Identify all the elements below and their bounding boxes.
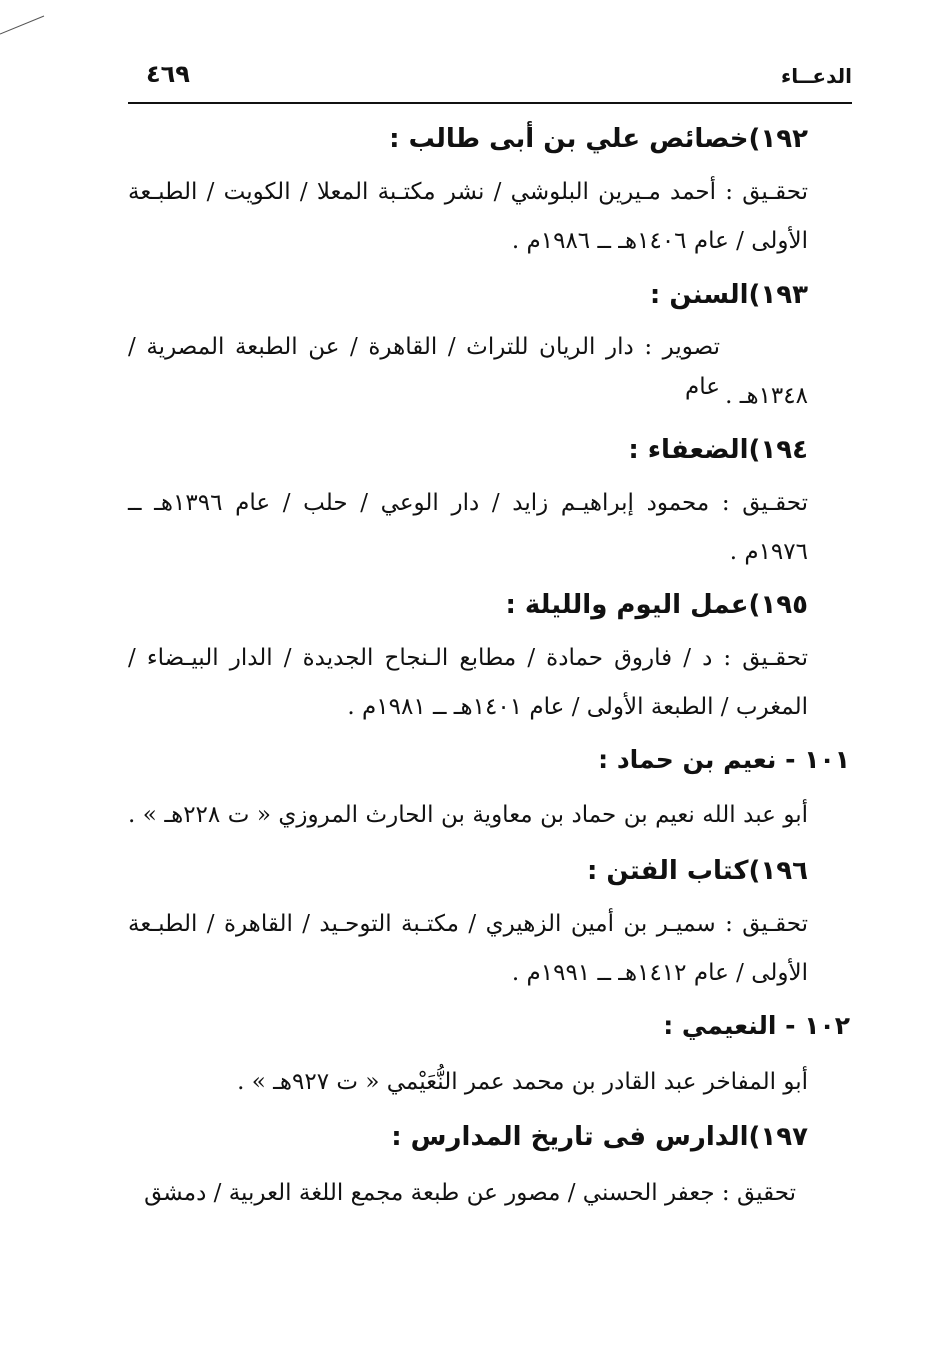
entry-text-line: ١٣٤٨هـ . — [725, 383, 808, 409]
entry-heading-197: ١٩٧)الدارس فى تاريخ المدارس : — [391, 1122, 808, 1152]
entry-text-line: تحقيق : جعفر الحسني / مصور عن طبعة مجمع اللغة العربية / دمشق — [144, 1180, 796, 1206]
page-header — [128, 58, 852, 104]
running-title: الدعــاء — [781, 64, 852, 88]
entry-heading-192: ١٩٢)خصائص علي بن أبى طالب : — [389, 124, 808, 154]
entry-text-line: تحقـيق : سميـر بن أمين الزهيري / مكتـبة التوحـيد / القاهرة / الطبـعة — [128, 911, 808, 937]
entry-text-line: تحقـيق : محمود إبراهيـم زايد / دار الوعي / حلب / عام ١٣٩٦هـ ــ — [128, 490, 808, 516]
entry-text-line: المغرب / الطبعة الأولى / عام ١٤٠١هـ ــ ١٩٨١م . — [347, 694, 808, 720]
entry-heading-196: ١٩٦)كتاب الفتن : — [586, 856, 808, 886]
author-description: أبو عبد الله نعيم بن حماد بن معاوية بن الحارث المروزي « ت ٢٢٨هـ » . — [128, 802, 808, 828]
entry-text-line: تصوير : دار الريان للتراث / القاهرة / عن الطبعة المصرية / عام — [128, 334, 720, 400]
entry-heading-195: ١٩٥)عمل اليوم والليلة : — [505, 590, 808, 620]
entry-text-line: ١٩٧٦م . — [729, 539, 808, 565]
entry-heading-193: ١٩٣)السنن : — [649, 280, 808, 310]
author-description: أبو المفاخر عبد القادر بن محمد عمر النُّعَيْمي « ت ٩٢٧هـ » . — [237, 1069, 808, 1095]
author-heading-101: ١٠١ - نعيم بن حماد : — [598, 745, 850, 774]
author-heading-102: ١٠٢ - النعيمي : — [663, 1011, 850, 1040]
entry-heading-194: ١٩٤)الضعفاء : — [628, 435, 808, 465]
entry-text-line: الأولى / عام ١٤٠٦هـ ــ ١٩٨٦م . — [511, 228, 808, 254]
entry-text-line: تحقـيق : أحمد مـيرين البلوشي / نشر مكتـبة المعلا / الكويت / الطبـعة — [128, 179, 808, 205]
entry-text-line: تحقـيق : د / فاروق حمادة / مطابع الـنجاح الجديدة / الدار البيـضاء / — [128, 645, 808, 671]
page-number: ٤٦٩ — [146, 60, 190, 88]
entry-text-line: الأولى / عام ١٤١٢هـ ــ ١٩٩١م . — [511, 960, 808, 986]
scan-mark-decoration — [0, 0, 60, 40]
